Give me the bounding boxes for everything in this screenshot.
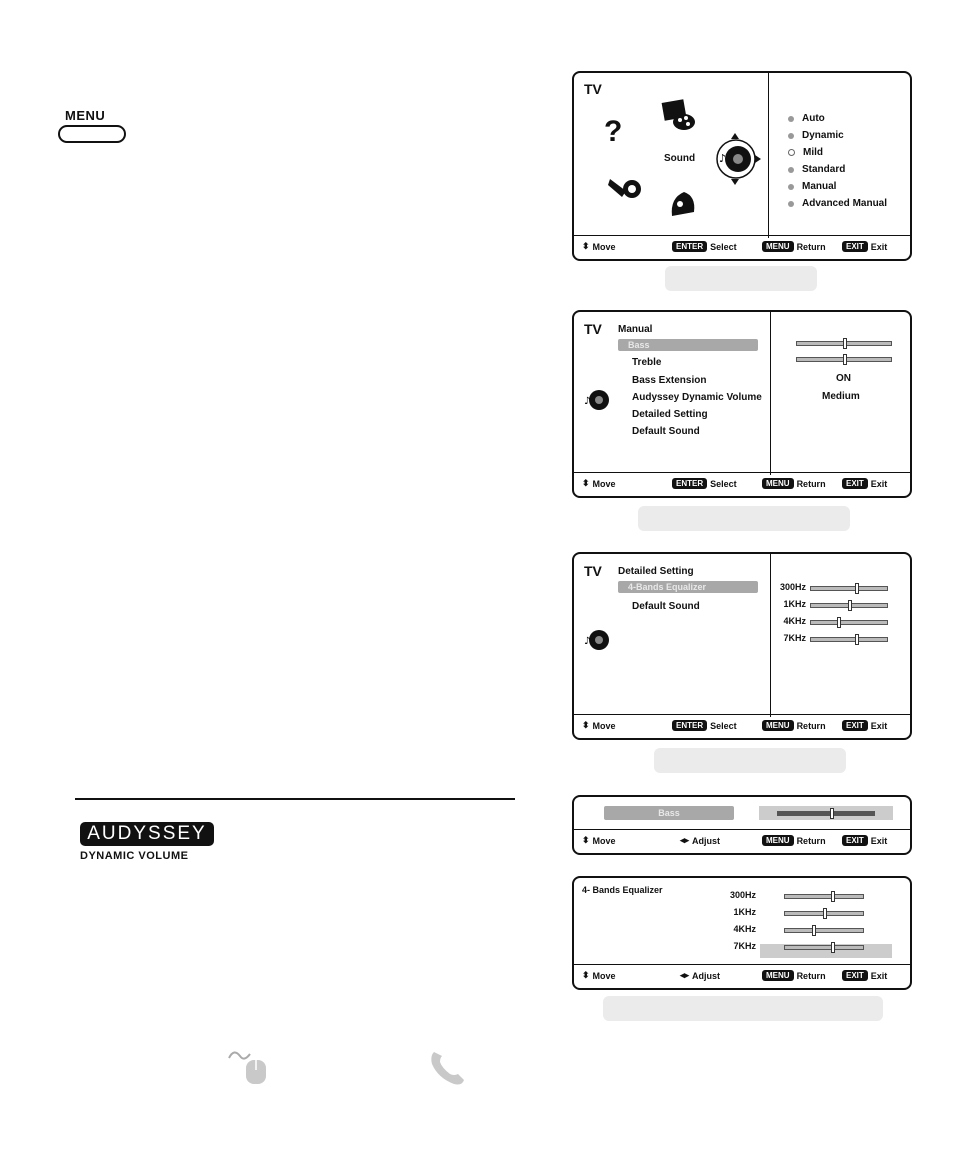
bass-adjust-thumb[interactable]: [830, 808, 834, 819]
bottom-bar: [574, 964, 910, 988]
sound-mode-option[interactable]: [788, 113, 825, 124]
bass-adjust-track-box: [759, 806, 893, 820]
band-slider-thumb[interactable]: [855, 634, 859, 645]
menu-key-button-shape: [58, 125, 126, 143]
sound-icon: [584, 627, 610, 653]
select-label: Select: [710, 720, 737, 731]
sound-mode-label: Standard: [802, 164, 846, 175]
bass-slider-thumb[interactable]: [843, 338, 847, 349]
menu-key-badge: MENU: [762, 835, 794, 846]
move-label: Move: [592, 478, 616, 489]
tv-label: TV: [584, 81, 602, 97]
return-label: Return: [796, 720, 826, 731]
exit-hint: [842, 720, 887, 731]
select-hint: [672, 720, 737, 731]
sound-mode-label: Dynamic: [802, 130, 844, 141]
sound-mode-label: Auto: [802, 113, 825, 124]
exit-label: Exit: [870, 835, 888, 846]
screen-detailed-setting: [572, 552, 912, 740]
band-slider[interactable]: [784, 894, 864, 899]
radio-dot-icon: [788, 201, 794, 207]
enter-key: ENTER: [672, 241, 707, 252]
radio-dot-icon: [788, 133, 794, 139]
move-label: Move: [592, 835, 616, 846]
move-hint: [582, 478, 616, 489]
help-icon: ?: [604, 115, 623, 148]
divider: [770, 554, 771, 717]
return-label: Return: [796, 835, 826, 846]
band-slider-thumb[interactable]: [831, 942, 835, 953]
band-slider[interactable]: [810, 620, 888, 625]
audyssey-subtitle: DYNAMIC VOLUME: [80, 850, 189, 862]
exit-hint: [842, 241, 887, 252]
svg-text:♪: ♪: [719, 152, 727, 165]
adjust-hint: [680, 970, 720, 981]
band-slider[interactable]: [810, 637, 888, 642]
return-hint: [762, 478, 826, 489]
4-bands-label: 4-Bands Equalizer: [628, 582, 707, 592]
menu-key: [58, 108, 128, 148]
enter-key: ENTER: [672, 478, 707, 489]
sound-mode-option[interactable]: [788, 198, 887, 209]
exit-hint: [842, 970, 887, 981]
caption-placeholder: [654, 748, 846, 773]
menu-key-badge: MENU: [762, 241, 794, 252]
caption-placeholder: [638, 506, 850, 531]
band-label: 1KHz: [783, 599, 806, 609]
exit-hint: [842, 478, 887, 489]
updown-arrow-icon: ⬍: [582, 720, 590, 730]
tv-label: TV: [584, 321, 602, 337]
sound-mode-option[interactable]: [788, 147, 823, 158]
menu-key-badge: MENU: [762, 720, 794, 731]
band-label: 1KHz: [733, 907, 756, 917]
treble-slider[interactable]: [796, 357, 892, 362]
band-label: 7KHz: [783, 633, 806, 643]
band-label: 4KHz: [733, 924, 756, 934]
sound-mode-label: Manual: [802, 181, 837, 192]
band-slider[interactable]: [810, 603, 888, 608]
band-slider[interactable]: [810, 586, 888, 591]
svg-text:♪: ♪: [584, 636, 591, 647]
updown-arrow-icon: ⬍: [582, 241, 590, 251]
exit-key: EXIT: [842, 478, 868, 489]
sound-label: Sound: [664, 153, 696, 164]
audyssey-logo: AUDYSSEY: [80, 822, 214, 846]
exit-key: EXIT: [842, 970, 868, 981]
band-slider-thumb[interactable]: [831, 891, 835, 902]
return-hint: [762, 241, 826, 252]
move-label: Move: [592, 970, 616, 981]
treble-slider-thumb[interactable]: [843, 354, 847, 365]
detailed-setting-header: Detailed Setting: [618, 566, 694, 577]
radio-dot-icon: [788, 149, 795, 156]
band-label: 7KHz: [733, 941, 756, 951]
sound-mode-label: Advanced Manual: [802, 198, 888, 209]
select-label: Select: [710, 241, 737, 252]
divider: [768, 73, 769, 238]
menu-item-default-sound[interactable]: Default Sound: [632, 426, 700, 437]
section-rule: [75, 798, 515, 800]
exit-label: Exit: [870, 241, 888, 252]
setup-icon: [606, 171, 646, 205]
sound-mode-option[interactable]: [788, 164, 845, 175]
menu-item-bass-selected[interactable]: [618, 339, 758, 351]
divider: [770, 312, 771, 475]
bottom-bar: [574, 235, 910, 259]
move-label: Move: [592, 720, 616, 731]
updown-arrow-icon: ⬍: [582, 835, 590, 845]
menu-item-4-bands-selected[interactable]: [618, 581, 758, 593]
menu-item-default-sound[interactable]: Default Sound: [632, 601, 700, 612]
equalizer-title: 4- Bands Equalizer: [582, 885, 663, 895]
radio-dot-icon: [788, 184, 794, 190]
band-slider-thumb[interactable]: [837, 617, 841, 628]
exit-label: Exit: [870, 478, 888, 489]
return-hint: [762, 720, 826, 731]
tv-label: TV: [584, 563, 602, 579]
bottom-bar: [574, 714, 910, 738]
menu-item-audyssey[interactable]: Audyssey Dynamic Volume: [632, 392, 762, 403]
exit-key: EXIT: [842, 720, 868, 731]
bass-extension-value: ON: [836, 373, 851, 384]
band-slider-thumb[interactable]: [855, 583, 859, 594]
exit-label: Exit: [870, 720, 888, 731]
exit-label: Exit: [870, 970, 888, 981]
move-hint: [582, 720, 616, 731]
screen-manual: [572, 310, 912, 498]
audyssey-value: Medium: [822, 391, 860, 402]
return-label: Return: [796, 970, 826, 981]
bottom-bar: [574, 472, 910, 496]
band-slider[interactable]: [784, 928, 864, 933]
bass-label: Bass: [628, 340, 650, 350]
move-label: Move: [592, 241, 616, 252]
caption-placeholder: [603, 996, 883, 1021]
menu-item-treble[interactable]: Treble: [632, 357, 662, 368]
radio-dot-icon: [788, 167, 794, 173]
band-label: 300Hz: [779, 582, 806, 592]
band-slider-thumb[interactable]: [823, 908, 827, 919]
leftright-arrow-icon: ◂▸: [680, 835, 690, 845]
sound-icon[interactable]: [713, 131, 767, 187]
radio-dot-icon: [788, 116, 794, 122]
leftright-arrow-icon: ◂▸: [680, 970, 690, 980]
return-label: Return: [796, 241, 826, 252]
phone-icon: [428, 1048, 468, 1088]
exit-key: EXIT: [842, 835, 868, 846]
move-hint: [582, 970, 616, 981]
select-hint: [672, 478, 737, 489]
band-label: 300Hz: [729, 890, 756, 900]
band-slider-thumb[interactable]: [848, 600, 852, 611]
screen-main-menu: [572, 71, 912, 261]
picture-icon: [660, 98, 696, 132]
menu-key-badge: MENU: [762, 478, 794, 489]
updown-arrow-icon: ⬍: [582, 970, 590, 980]
screen-bass-adjust: [572, 795, 912, 855]
select-label: Select: [710, 478, 737, 489]
menu-item-detailed-setting[interactable]: Detailed Setting: [632, 409, 708, 420]
move-hint: [582, 241, 616, 252]
menu-key-label: MENU: [65, 108, 106, 123]
band-slider-thumb[interactable]: [812, 925, 816, 936]
bottom-bar: [574, 829, 910, 853]
select-hint: [672, 241, 737, 252]
sound-mode-option[interactable]: [788, 130, 844, 141]
adjust-hint: [680, 835, 720, 846]
band-slider[interactable]: [784, 945, 864, 950]
channel-icon: [666, 186, 700, 222]
exit-hint: [842, 835, 887, 846]
menu-key-badge: MENU: [762, 970, 794, 981]
adjust-label: Adjust: [692, 835, 721, 846]
menu-item-bass-extension[interactable]: Bass Extension: [632, 375, 707, 386]
return-label: Return: [796, 478, 826, 489]
adjust-label: Adjust: [692, 970, 721, 981]
svg-text:♪: ♪: [584, 396, 591, 407]
sound-icon: [584, 387, 610, 413]
bass-adjust-label-box: [604, 806, 734, 820]
enter-key: ENTER: [672, 720, 707, 731]
band-slider[interactable]: [784, 911, 864, 916]
sound-mode-label: Mild: [803, 147, 823, 158]
updown-arrow-icon: ⬍: [582, 478, 590, 488]
bass-adjust-label: Bass: [658, 808, 680, 818]
return-hint: [762, 970, 826, 981]
exit-key: EXIT: [842, 241, 868, 252]
screen-4-bands-equalizer: [572, 876, 912, 990]
mouse-icon: [226, 1046, 272, 1086]
caption-placeholder: [665, 266, 817, 291]
bass-slider[interactable]: [796, 341, 892, 346]
band-label: 4KHz: [783, 616, 806, 626]
sound-mode-option[interactable]: [788, 181, 836, 192]
manual-header: Manual: [618, 324, 653, 335]
move-hint: [582, 835, 616, 846]
bass-adjust-slider[interactable]: [777, 811, 875, 816]
return-hint: [762, 835, 826, 846]
